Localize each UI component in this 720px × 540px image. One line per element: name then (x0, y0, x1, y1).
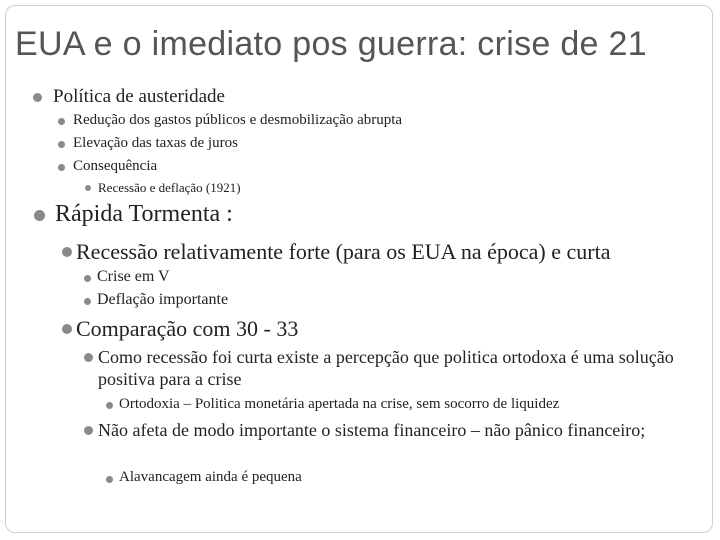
bullet-dot (58, 141, 65, 148)
bullet-comparacao: Comparação com 30 - 33 (76, 316, 299, 341)
bullet-politica-austeridade: Política de austeridade (53, 86, 225, 107)
bullet-dot (84, 353, 93, 362)
bullet-rapida-tormenta: Rápida Tormenta : (55, 201, 233, 227)
bullet-dot (84, 426, 93, 435)
bullet-ortodoxia: Ortodoxia – Politica monetária apertada na crise, sem socorro de liquidez (119, 396, 560, 412)
bullet-crise-em-v: Crise em V (97, 268, 170, 285)
bullet-dot (85, 185, 91, 191)
bullet-elevacao-juros: Elevação das taxas de juros (73, 135, 238, 151)
bullet-dot (58, 164, 65, 171)
bullet-consequencia: Consequência (73, 158, 158, 174)
bullet-deflacao-importante: Deflação importante (97, 291, 229, 308)
slide-title: EUA e o imediato pos guerra: crise de 21 (15, 25, 647, 63)
bullet-dot (106, 476, 113, 483)
bullet-dot (84, 298, 91, 305)
bullet-dot (58, 118, 65, 125)
bullet-dot (34, 210, 45, 221)
bullet-dot (84, 275, 91, 282)
bullet-dot (106, 402, 113, 409)
bullet-dot (33, 93, 42, 102)
bullet-recessao-forte: Recessão relativamente forte (para os EUA na época) e curta (76, 239, 611, 264)
bullet-sistema-financeiro: Não afeta de modo importante o sistema financeiro – não pânico financeiro; (98, 420, 646, 440)
bullet-dot (62, 247, 72, 257)
bullet-recessao-deflacao: Recessão e deflação (1921) (98, 180, 241, 195)
bullet-dot (62, 324, 72, 334)
bullet-percepcao-ortodoxa: Como recessão foi curta existe a percepção que politica ortodoxa é uma solução positiva para a crise (98, 347, 674, 389)
bullet-reducao-gastos: Redução dos gastos públicos e desmobilização abrupta (73, 112, 403, 128)
bullet-alavancagem: Alavancagem ainda é pequena (119, 469, 302, 485)
